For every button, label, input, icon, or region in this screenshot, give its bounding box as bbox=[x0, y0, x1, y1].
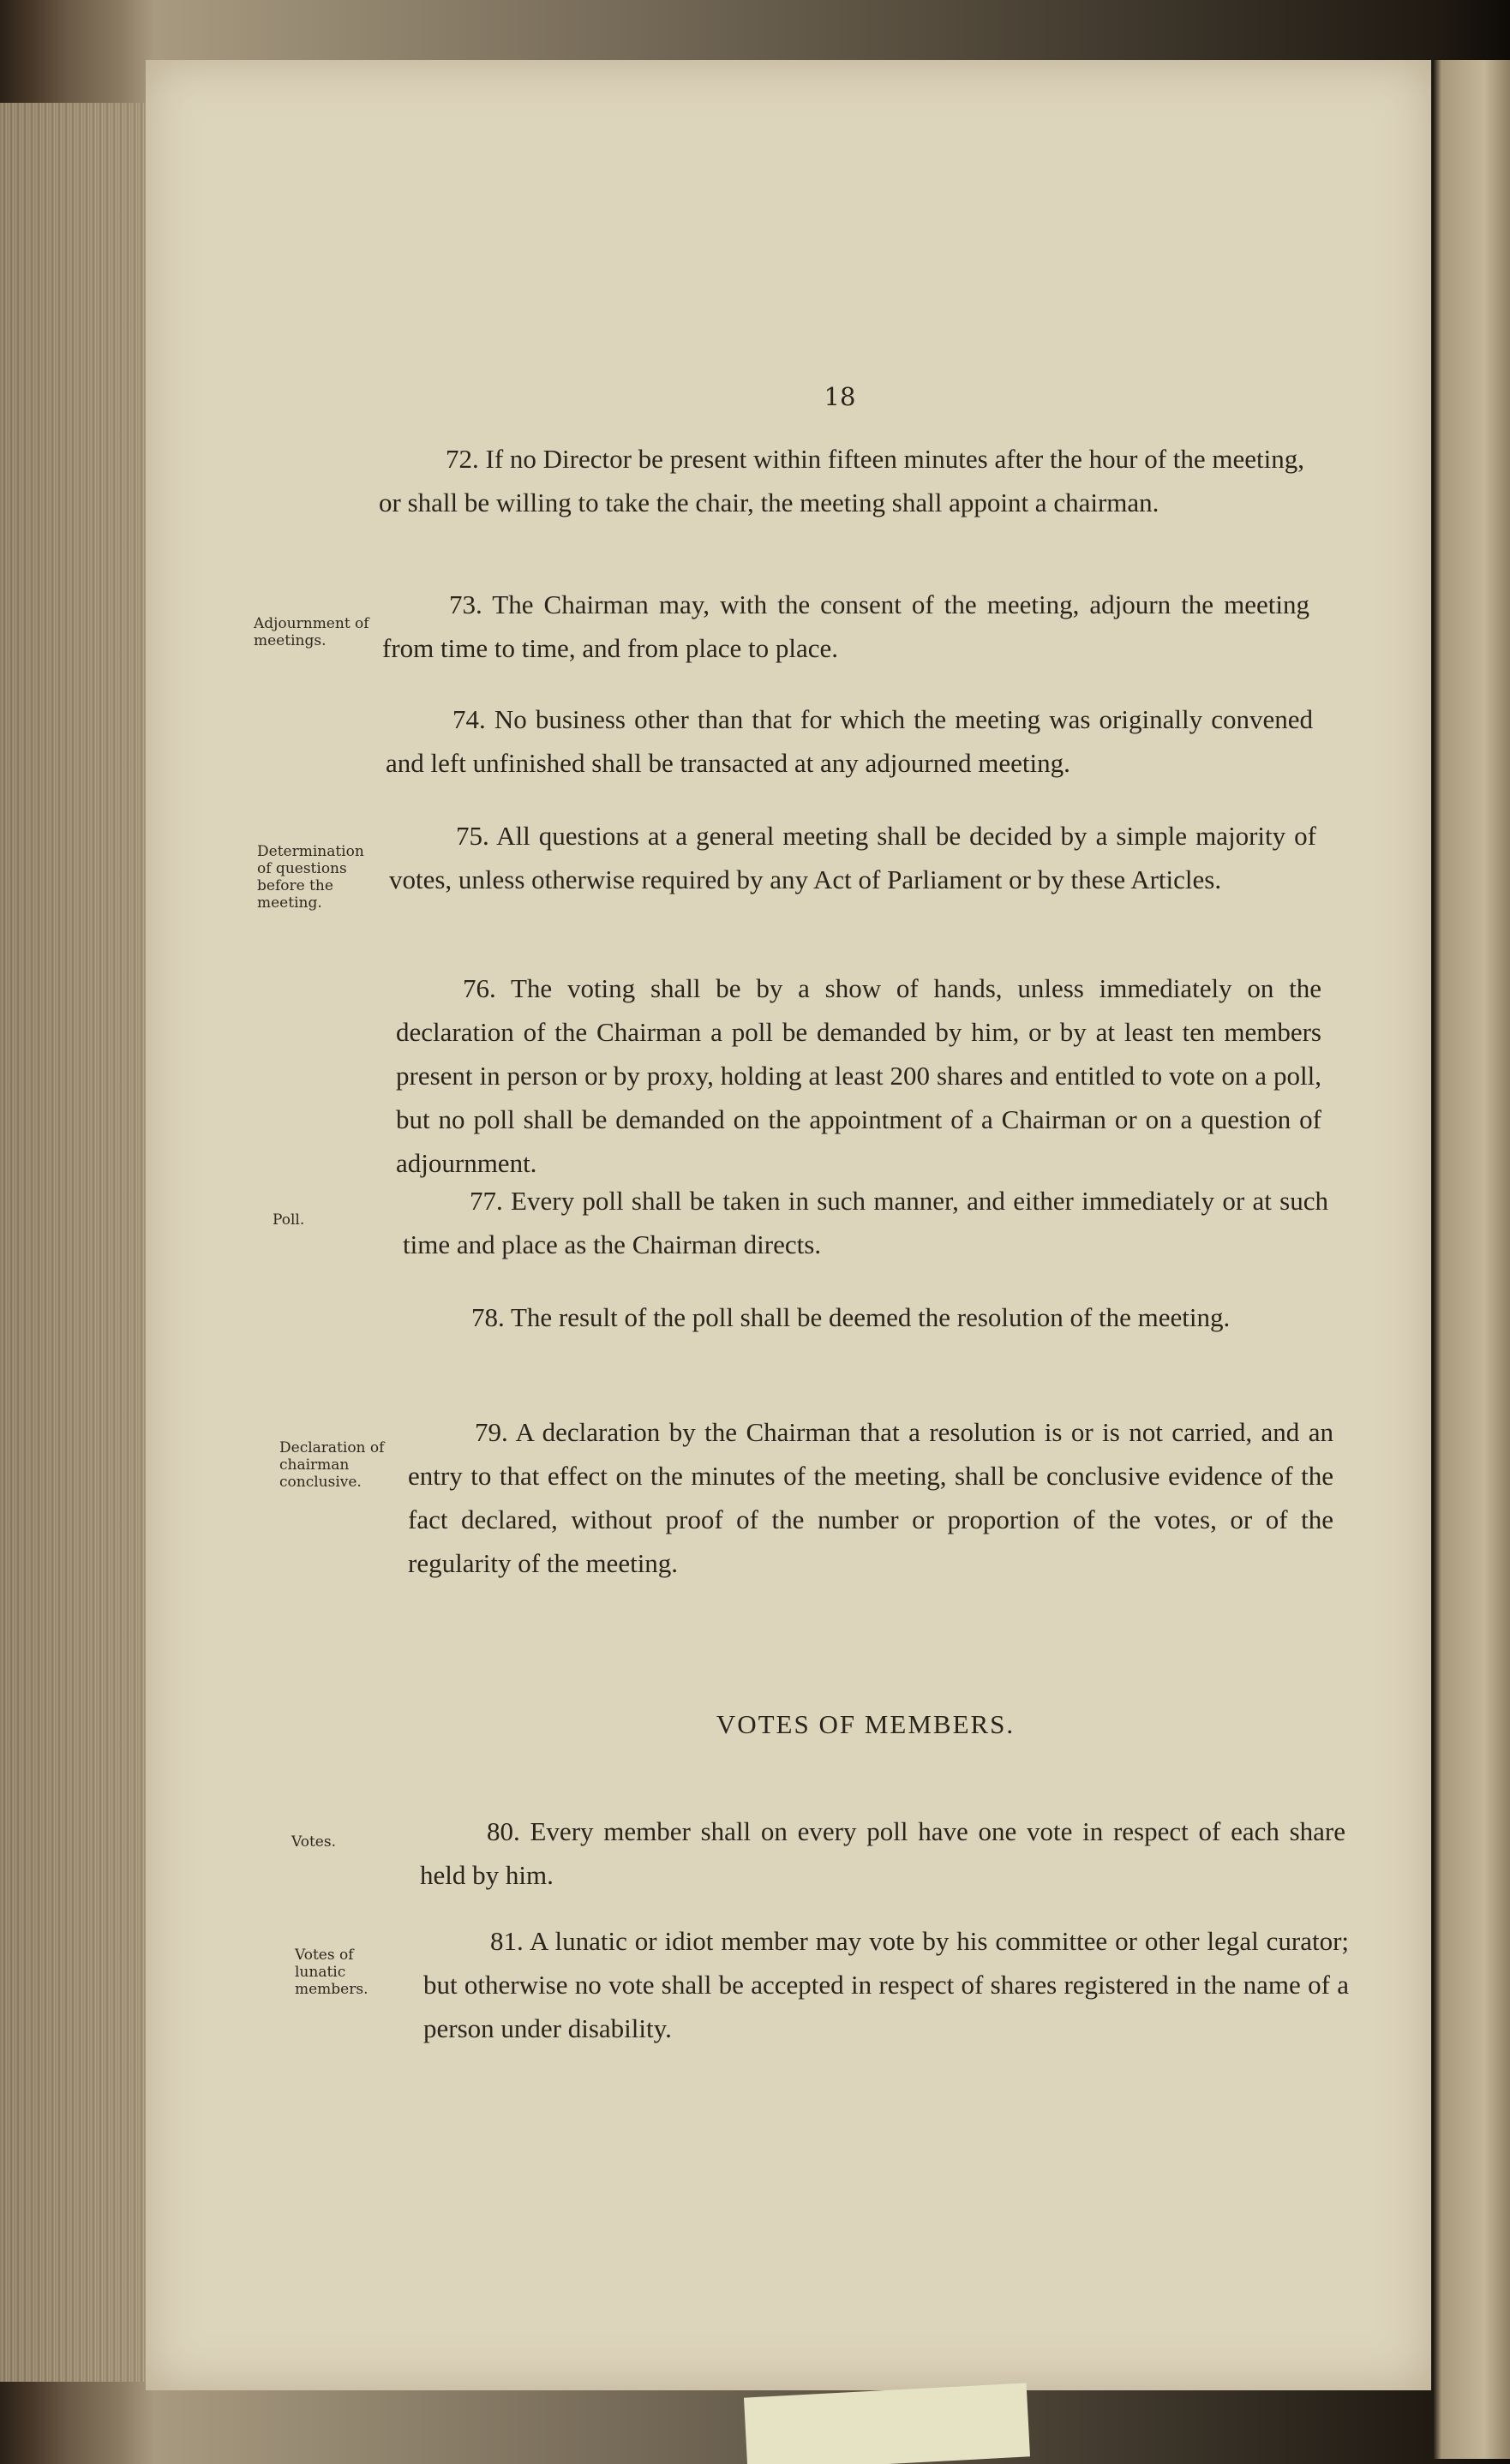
paper-slip bbox=[744, 2383, 1030, 2464]
margin-note-declaration: Declaration of chairman conclusive. bbox=[279, 1439, 385, 1491]
margin-note-determination: Determination of questions before the meeting. bbox=[257, 843, 364, 912]
article-73: 73. The Chairman may, with the consent of the meeting, adjourn the meeting from time to time, and from place to place. bbox=[382, 589, 1309, 663]
facing-page-edge bbox=[1433, 60, 1510, 2459]
margin-note-poll: Poll. bbox=[273, 1211, 305, 1229]
section-heading: VOTES OF MEMBERS. bbox=[716, 1709, 1016, 1739]
article-76: 76. The voting shall be by a show of hands, unless immediately on the declaration of the Chairman a poll be demanded by him, or by at least ten members present in person or by proxy, holding at least 200 shares and entitled to vote on a poll, but no poll shall be demanded on the appointment of a Chairman or on a question of adjournment. bbox=[396, 973, 1321, 1178]
article-80: 80. Every member shall on every poll have one vote in respect of each share held by him. bbox=[420, 1816, 1345, 1890]
article-79: 79. A declaration by the Chairman that a resolution is or is not carried, and an entry to that effect on the minutes of the meeting, shall be conclusive evidence of the fact declared, without proof of the number or proportion of the votes, or of the regularity of the meeting. bbox=[408, 1417, 1333, 1578]
article-77: 77. Every poll shall be taken in such manner, and either immediately or at such time and place as the Chairman directs. bbox=[403, 1186, 1328, 1259]
article-81: 81. A lunatic or idiot member may vote by his committee or other legal curator; but otherwise no vote shall be accepted in respect of shares registered in the name of a person under disability. bbox=[423, 1926, 1349, 2043]
article-75: 75. All questions at a general meeting shall be decided by a simple majority of votes, unless otherwise required by any Act of Parliament or by these Articles. bbox=[389, 821, 1316, 894]
article-74: 74. No business other than that for which the meeting was originally convened and left unfinished shall be transacted at any adjourned meeting. bbox=[386, 704, 1313, 778]
margin-note-lunatic: Votes of lunatic members. bbox=[295, 1947, 369, 1998]
margin-note-adjournment: Adjournment of meetings. bbox=[254, 615, 369, 649]
article-72: 72. If no Director be present within fifteen minutes after the hour of the meeting, or shall be willing to take the chair, the meeting shall appoint a chairman. bbox=[379, 444, 1305, 517]
margin-note-votes: Votes. bbox=[291, 1833, 336, 1851]
article-78: 78. The result of the poll shall be deemed the resolution of the meeting. bbox=[471, 1302, 1231, 1332]
page-number: 18 bbox=[824, 382, 856, 411]
